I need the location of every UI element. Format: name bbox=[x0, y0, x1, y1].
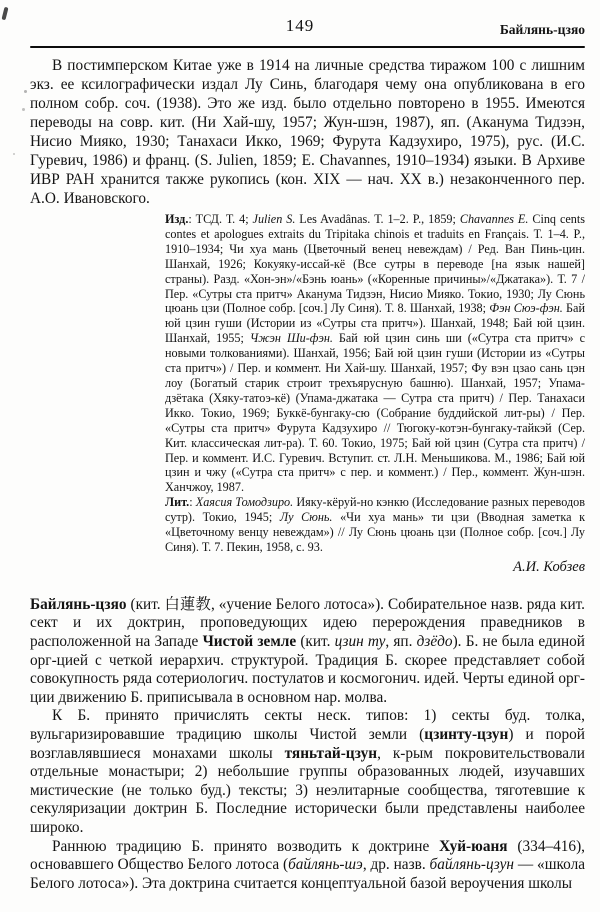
text-run: (кит. bbox=[296, 633, 335, 651]
page-number: 149 bbox=[285, 16, 315, 35]
page-body bbox=[30, 56, 585, 893]
author-signature: А.И. Кобзев bbox=[513, 558, 585, 575]
page-header bbox=[30, 0, 585, 46]
text-run: — «школа Белого лотоса»). Эта доктрина считается концептуальной базой вероучения школы bbox=[30, 856, 585, 892]
article-continuation-paragraph bbox=[30, 56, 585, 208]
text-run: , яп. bbox=[385, 633, 417, 651]
text-run: ) и порой возглавлявшиеся монахами школы bbox=[30, 726, 585, 762]
text-run: Чистой земле bbox=[202, 633, 297, 651]
entry-paragraph-definition bbox=[30, 596, 585, 708]
text-run: Фэн Сюэ-фэн. bbox=[489, 301, 563, 316]
text-run: Чжэн Ши-фэн. bbox=[249, 331, 333, 346]
bibliography-editions bbox=[165, 212, 585, 495]
text-run: Изд. bbox=[165, 212, 189, 226]
scan-speck bbox=[24, 90, 27, 93]
running-head: Байлянь-цзяо bbox=[499, 22, 585, 37]
text-run: Julien S. bbox=[252, 212, 296, 226]
entry-bailian-jiao bbox=[30, 596, 585, 894]
text-run: ). Б. не была единой орг-цией с четкой иерархич. структурой. Традиция Б. скорее представляет собой совокупность ряда сотериологич. постулатов и космогонич. идей. Черты единой орг-ции движению Б. приписывала в основном нар. молва. bbox=[30, 633, 585, 706]
text-run: Ияку-кёруй-но кэнкю (Исследование разных переводов сутр). Токио, 1945; bbox=[165, 495, 585, 525]
text-run: Раннюю традицию Б. принято возводить к доктрине bbox=[52, 837, 440, 855]
scan-speck bbox=[22, 108, 25, 111]
text-run: Бай юй цзин синь ши («Сутра ста притч» с новыми толкованиями). Шанхай, 1956; Бай юй цзин гуши (Истории из «Сутры ста притч») / Пер. и коммент. Ни Хай-шу. Шанхай, 1957; Фу вэн цзао сань цэн лоу (Богатый старик строит трехъярусную башню). Шанхай, 1957; Упама-дзётака (Хяку-татоэ-кё) (Упама-джатака — Сутра ста притч) / Пер. Танахаси Икко. Токио, 1969; Буккё-бунгаку-сю (Собрание буддийской лит-ры) / Пер. «Сутры ста притч» Фурута Кадзухиро // Тюгоку-котэн-бунгаку-тайкэй (Сер. Кит. классическая лит-ра). Т. 60. Токио, 1975; Бай юй цзин (Сутра ста притч) / Пер. и коммент. И.С. Гуревич. Вступит. ст. Л.Н. Меньшикова. М., 1986; Бай юй цзин и чжу («Сутра ста притч» с пер. и коммент.) / Пер., коммент. Жун-шэн. Ханчжоу, 1987. bbox=[165, 331, 586, 495]
text-run: Байлянь-цзяо bbox=[30, 595, 127, 613]
text-run: (334–416), основавшего Общество Белого лотоса ( bbox=[30, 837, 585, 874]
text-run: : ТСД. Т. 4; bbox=[188, 212, 253, 226]
entry-paragraph-early-tradition bbox=[30, 838, 585, 894]
entry-paragraph-sect-types bbox=[30, 707, 585, 837]
text-run: цзинту-цзун bbox=[424, 726, 509, 743]
text-run: Chavannes E. bbox=[459, 212, 529, 226]
text-run: Хаясия Томодзиро. bbox=[195, 495, 294, 510]
header-rule bbox=[30, 46, 585, 48]
bibliography-block bbox=[165, 212, 585, 555]
text-run: В постимперском Китае уже в 1914 на личные средства тиражом 100 с лишним экз. ее ксилографически издал Лу Синь, благодаря чему она опубликована в его полном собр. соч. (1938). Это же изд. было отдельно повторено в 1955. Имеются переводы на совр. кит. (Ни Хай-шу, 1957; Жун-шэн, 1987), яп. (Аканума Тидзэн, Нисио Мияко, 1930; Танахаси Икко, 1969; Фурута Кадзухиро, 1975), рус. (И.С. Гуревич, 1986) и франц. (S. Julien, 1859; E. Chavannes, 1910–1934) языки. В Архиве ИВР РАН хранится также рукопись (кон. XIX — нач. XX в.) незаконченного пер. А.О. Ивановского. bbox=[30, 57, 585, 207]
text-run: байлянь-шэ bbox=[288, 856, 363, 874]
text-run: тяньтай-цзун bbox=[284, 744, 378, 762]
text-run: байлянь-цзун bbox=[429, 856, 515, 874]
text-run: (кит. 白蓮教, «учение Белого лотоса»). Собирательное назв. ряда кит. сект и их доктрин, проповедующих идею перерождения праведников в расположенной на Западе bbox=[30, 595, 585, 651]
text-run: К Б. принято причислять секты неск. типов: 1) секты буд. толка, вульгаризировавшие традицию школы Чистой земли ( bbox=[30, 707, 585, 743]
text-run: дзёдо bbox=[416, 633, 453, 651]
text-run: цзин ту bbox=[334, 633, 386, 651]
scan-artifact bbox=[1, 7, 8, 21]
text-run: Les Avadânas. Т. 1–2. P., 1859; bbox=[295, 212, 460, 226]
text-run: Cinq cents contes et apologues extraits du Tripitaka chinois et traduits en Français. Т. 1–4. P., 1910–1934; Чи хуа мань (Цветочный венец невеждам) / Ред. Ван Пинь-цин. Шанхай, 1926; Кокуяку-иссай-кё (Все сутры в переводе [на язык нашей] страны). Разд. «Хон-эн»/«Бэнь юань» («Коренные причины»/«Джатака»). Т. 7 / Пер. «Сутры ста притч» Аканума Тидзэн, Нисио Мияко. Токио, 1930; Лу Сюнь цюань цзи (Полное собр. [соч.] Лу Синя). Т. 8. Шанхай, 1938; bbox=[165, 212, 585, 316]
bibliography-literature bbox=[165, 495, 585, 555]
text-run: , др. назв. bbox=[362, 856, 430, 874]
text-run: Лит. bbox=[165, 495, 190, 510]
text-run: Бай юй цзин гуши (Истории из «Сутры ста притч»). Шанхай, 1948; Бай юй цзин. Шанхай, 1955; bbox=[165, 301, 585, 346]
text-run: Хуй-юаня bbox=[439, 837, 508, 855]
text-run: Лу Сюнь. bbox=[279, 510, 333, 525]
text-run: , к-рым покровительствовали отдельные монастыри; 2) небольшие группы образованных людей, изучавших мистические (не только буд.) тексты; 3) неэлитарные сообщества, тяготевшие к секуляризации доктрин Б. Последние исторически были представлены наиболее широко. bbox=[30, 744, 585, 836]
scan-speck bbox=[13, 153, 15, 155]
text-run: «Чи хуа мань» ти цзи (Вводная заметка к «Цветочному венцу невеждам») // Лу Сюнь цюань цзи (Полное собр. [соч.] Лу Синя). Т. 7. Пекин, 1958, с. 93. bbox=[165, 510, 586, 554]
text-run: : bbox=[189, 495, 196, 510]
